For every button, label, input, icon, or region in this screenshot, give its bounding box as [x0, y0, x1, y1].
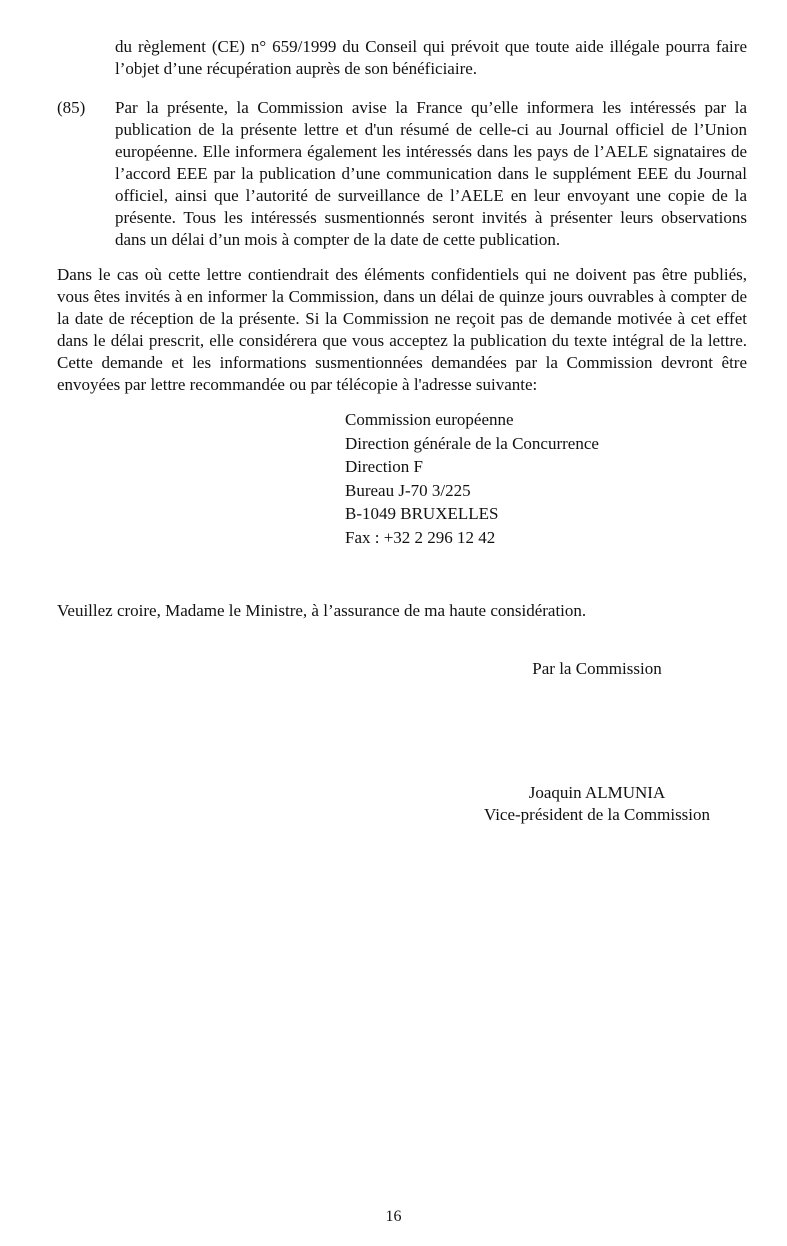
- paragraph-confidentiality: Dans le cas où cette lettre contiendrait des éléments confidentiels qui ne doivent pas être publiés, vous êtes invités à en informer la Commission, dans un délai de quinze jours ouvrables à compter de la date de réception de la présente. Si la Commission ne reçoit pas de demande motivée à cet effet dans le délai prescrit, elle considérera que vous acceptez la publication du texte intégral de la lettre. Cette demande et les informations susmentionnées demandées par la Commission devront être envoyées par lettre recommandée ou par télécopie à l'adresse suivante:: [57, 265, 747, 394]
- signatory-title: Vice-président de la Commission: [483, 805, 711, 824]
- address-block: [345, 408, 747, 549]
- signature-org: Par la Commission: [532, 659, 662, 678]
- signature-org-zone: [407, 658, 787, 680]
- page-number: 16: [385, 1208, 402, 1225]
- address-line-organisation: Commission européenne: [345, 410, 514, 429]
- paragraph-85: [57, 97, 747, 251]
- address-line-directorate-general: Direction générale de la Concurrence: [345, 433, 599, 453]
- address-line-city: B-1049 BRUXELLES: [345, 504, 499, 523]
- paragraph-85-text: Par la présente, la Commission avise la France qu’elle informera les intéressés par la publication de la présente lettre et d'un résumé de celle-ci au Journal officiel de l’Union européenne. Elle informera également les intéressés dans les pays de l’AELE signataires de l’accord EEE par la publication d’une communication dans le supplément EEE du Journal officiel, ainsi que l’autorité de surveillance de l’AELE en leur envoyant une copie de la présente. Tous les intéressés susmentionnés seront invités à présenter leurs observations dans un délai d’un mois à compter de la date de cette publication.: [115, 98, 747, 249]
- signatory-name: Joaquin ALMUNIA: [528, 783, 666, 802]
- paragraph-84-continuation: du règlement (CE) n° 659/1999 du Conseil qui prévoit que toute aide illégale pourra faire l’objet d’une récupération auprès de son bénéficiaire.: [115, 37, 747, 78]
- address-line-fax: Fax : +32 2 296 12 42: [345, 527, 496, 547]
- signature-block: [407, 782, 787, 826]
- paragraph-85-number: (85): [57, 98, 86, 117]
- address-line-office: Bureau J-70 3/225: [345, 480, 471, 500]
- closing-formula: Veuillez croire, Madame le Ministre, à l’assurance de ma haute considération.: [57, 601, 587, 620]
- address-line-directorate: Direction F: [345, 457, 423, 476]
